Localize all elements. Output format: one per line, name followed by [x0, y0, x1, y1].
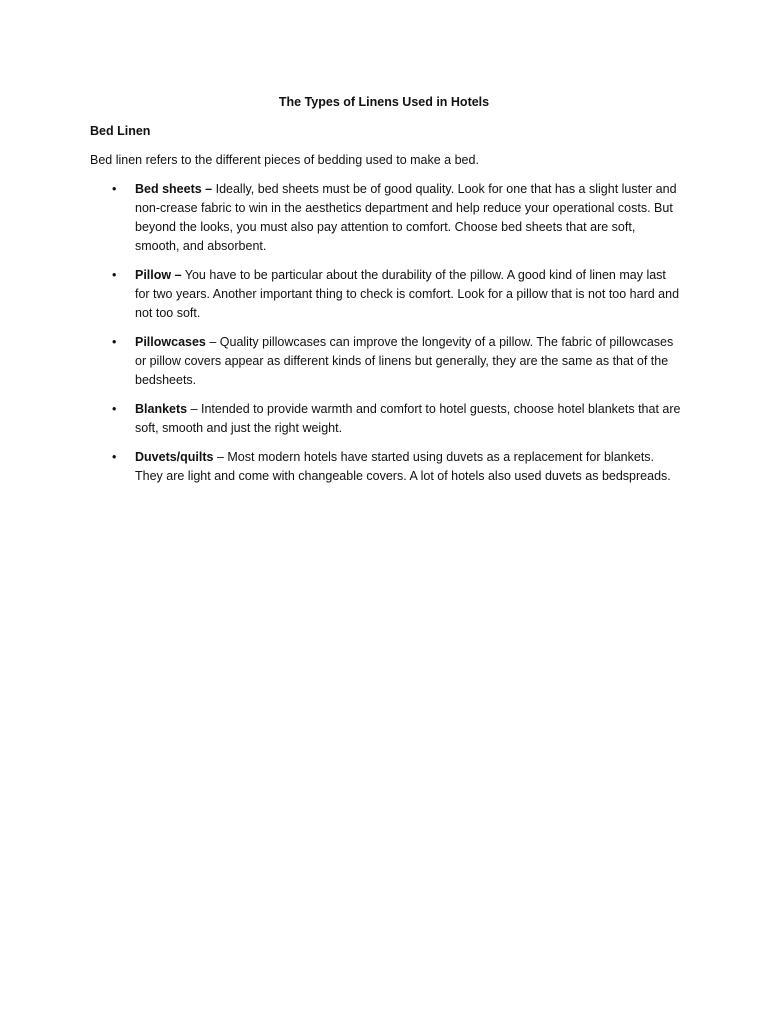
linen-types-list: [90, 180, 690, 496]
list-item-duvets-quilts: [90, 448, 683, 486]
item-description: – Quality pillowcases can improve the longevity of a pillow. The fabric of pillowcases or pillow covers appear as different kinds of linens but generally, they are the same as that of the bedsheets.: [135, 335, 674, 387]
item-term: Bed sheets –: [135, 182, 213, 196]
list-item-bed-sheets: [90, 180, 683, 256]
item-description: You have to be particular about the durability of the pillow. A good kind of linen may last for two years. Another important thing to check is comfort. Look for a pillow that is not too hard and not too soft.: [135, 268, 680, 320]
bullet-icon: •: [112, 268, 117, 282]
bullet-icon: •: [112, 450, 117, 464]
list-item-pillow: [90, 266, 683, 323]
item-description: Ideally, bed sheets must be of good quality. Look for one that has a slight luster and non-crease fabric to win in the aesthetics department and help reduce your operational costs. But beyond the looks, you must also pay attention to comfort. Choose bed sheets that are soft, smooth, and absorbent.: [135, 182, 677, 253]
list-item-blankets: [90, 400, 683, 438]
section-heading: Bed Linen: [90, 124, 151, 138]
item-term: Pillowcases: [135, 335, 206, 349]
intro-paragraph: Bed linen refers to the different pieces of bedding used to make a bed.: [90, 153, 479, 167]
item-term: Blankets: [135, 402, 188, 416]
bullet-icon: •: [112, 335, 117, 349]
item-description: – Intended to provide warmth and comfort to hotel guests, choose hotel blankets that are soft, smooth and just the right weight.: [135, 402, 681, 435]
document-title: The Types of Linens Used in Hotels: [278, 95, 490, 109]
item-description: – Most modern hotels have started using duvets as a replacement for blankets. They are light and come with changeable covers. A lot of hotels also used duvets as bedspreads.: [135, 450, 671, 483]
bullet-icon: •: [112, 402, 117, 416]
item-term: Duvets/quilts: [135, 450, 214, 464]
list-item-pillowcases: [90, 333, 683, 390]
bullet-icon: •: [112, 182, 117, 196]
item-term: Pillow –: [135, 268, 182, 282]
